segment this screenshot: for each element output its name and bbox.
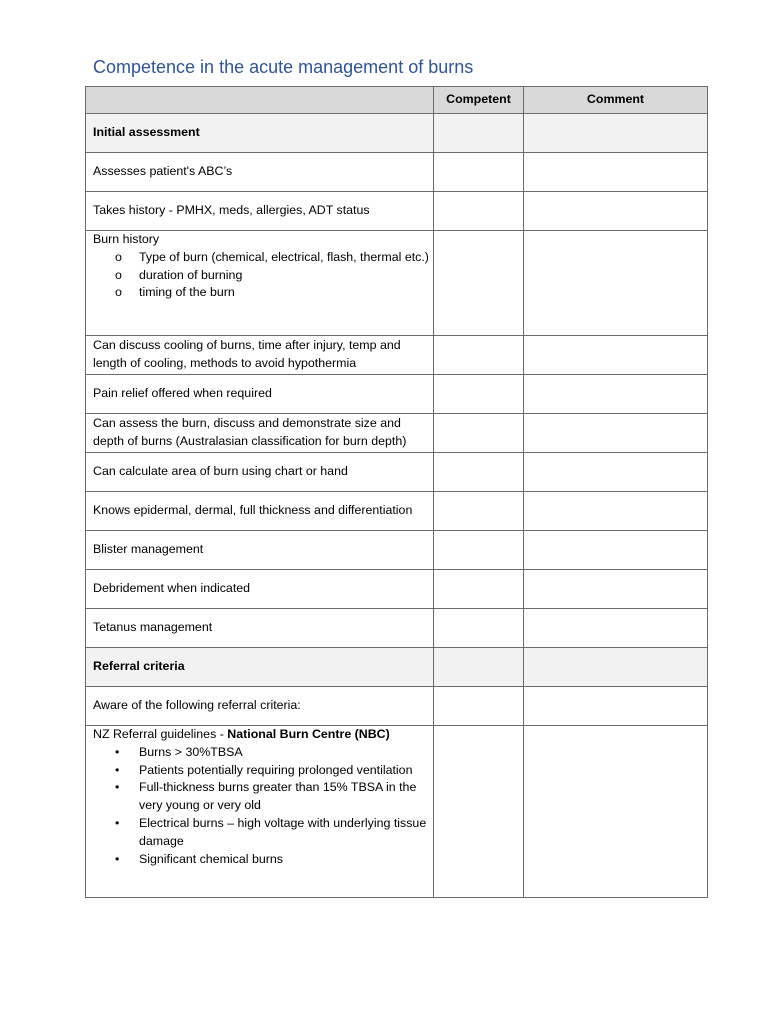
table-row	[86, 153, 708, 192]
comment-cell[interactable]	[524, 570, 708, 609]
circle-bullet-icon: o	[115, 249, 122, 264]
list-item: o duration of burning	[115, 267, 433, 285]
list-item: o Type of burn (chemical, electrical, flash, thermal etc.)	[115, 249, 433, 267]
competent-cell[interactable]	[434, 648, 524, 687]
competent-cell[interactable]	[434, 153, 524, 192]
section-row-initial-assessment	[86, 114, 708, 153]
bullet-icon: •	[115, 851, 120, 866]
table-row	[86, 687, 708, 726]
competent-cell[interactable]	[434, 114, 524, 153]
comment-cell[interactable]	[524, 153, 708, 192]
list-item: • Electrical burns – high voltage with underlying tissue damage	[115, 815, 427, 848]
comment-cell[interactable]	[524, 192, 708, 231]
competent-cell[interactable]	[434, 687, 524, 726]
table-row	[86, 609, 708, 648]
circle-bullet-icon: o	[115, 285, 122, 300]
table-row	[86, 375, 708, 414]
document-title: Competence in the acute management of burns	[93, 57, 474, 77]
comment-cell[interactable]	[524, 414, 708, 453]
comment-cell[interactable]	[524, 114, 708, 153]
table-row	[86, 726, 708, 898]
list-item: o timing of the burn	[115, 284, 433, 302]
item-label: Can calculate area of burn using chart or hand	[86, 453, 434, 492]
comment-cell[interactable]	[524, 336, 708, 375]
item-cell	[86, 726, 434, 898]
competent-cell[interactable]	[434, 726, 524, 898]
list-item: • Full-thickness burns greater than 15% TBSA in the very young or very old	[115, 780, 417, 813]
comment-cell[interactable]	[524, 648, 708, 687]
item-label: Takes history - PMHX, meds, allergies, ADT status	[86, 192, 434, 231]
comment-cell[interactable]	[524, 492, 708, 531]
table-row	[86, 192, 708, 231]
comment-cell[interactable]	[524, 609, 708, 648]
section-row-referral-criteria	[86, 648, 708, 687]
item-label: Debridement when indicated	[86, 570, 434, 609]
item-label: Pain relief offered when required	[86, 375, 434, 414]
competent-cell[interactable]	[434, 609, 524, 648]
competent-cell[interactable]	[434, 336, 524, 375]
bullet-icon: •	[115, 762, 120, 777]
comment-cell[interactable]	[524, 726, 708, 898]
competent-cell[interactable]	[434, 375, 524, 414]
table-row	[86, 570, 708, 609]
table-row	[86, 336, 708, 375]
table-row	[86, 231, 708, 336]
table-row	[86, 414, 708, 453]
comment-cell[interactable]	[524, 687, 708, 726]
item-label: Knows epidermal, dermal, full thickness and differentiation	[86, 492, 434, 531]
table-row	[86, 531, 708, 570]
nbc-label: National Burn Centre (NBC)	[227, 727, 390, 741]
table-row	[86, 492, 708, 531]
item-label: Can assess the burn, discuss and demonstrate size and depth of burns (Australasian classification for burn depth)	[86, 414, 434, 453]
competent-cell[interactable]	[434, 192, 524, 231]
circle-bullet-icon: o	[115, 267, 122, 282]
list-item: • Significant chemical burns	[115, 851, 433, 869]
competence-table	[85, 86, 708, 898]
item-label: NZ Referral guidelines - National Burn Centre (NBC)	[93, 727, 390, 741]
list-item: • Burns > 30%TBSA	[115, 744, 433, 762]
competent-cell[interactable]	[434, 453, 524, 492]
item-label: Blister management	[86, 531, 434, 570]
section-label: Referral criteria	[86, 648, 434, 687]
bullet-icon: •	[115, 744, 120, 759]
item-label: Can discuss cooling of burns, time after injury, temp and length of cooling, methods to avoid hypothermia	[86, 336, 434, 375]
competent-cell[interactable]	[434, 414, 524, 453]
comment-cell[interactable]	[524, 531, 708, 570]
competent-cell[interactable]	[434, 492, 524, 531]
table-header-row	[86, 87, 708, 114]
competent-cell[interactable]	[434, 531, 524, 570]
item-label: Assesses patient's ABC’s	[86, 153, 434, 192]
comment-cell[interactable]	[524, 375, 708, 414]
item-label: Aware of the following referral criteria:	[86, 687, 434, 726]
list-item: • Patients potentially requiring prolonged ventilation	[115, 762, 433, 780]
competent-header: Competent	[434, 87, 524, 114]
comment-header: Comment	[524, 87, 708, 114]
comment-cell[interactable]	[524, 231, 708, 336]
competent-cell[interactable]	[434, 570, 524, 609]
competent-cell[interactable]	[434, 231, 524, 336]
table-row	[86, 453, 708, 492]
item-label: Tetanus management	[86, 609, 434, 648]
item-header	[86, 87, 434, 114]
bullet-icon: •	[115, 780, 120, 795]
item-label: Burn history	[93, 232, 160, 246]
bullet-icon: •	[115, 815, 120, 830]
section-label: Initial assessment	[86, 114, 434, 153]
item-cell	[86, 231, 434, 336]
comment-cell[interactable]	[524, 453, 708, 492]
